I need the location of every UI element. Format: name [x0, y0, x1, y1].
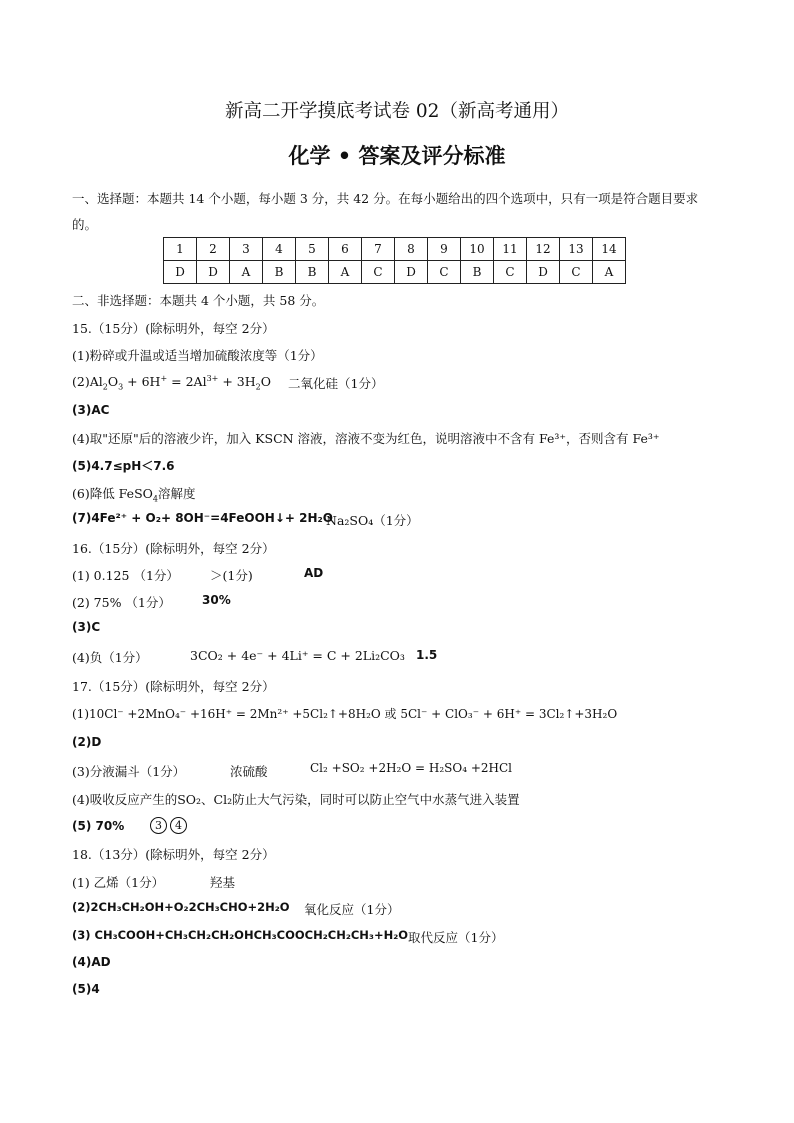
q17-answer-5-value: (5) 70% — [72, 819, 125, 833]
q16-answer-4-equation: 3CO₂ + 4e⁻ + 4Li⁺ = C + 2Li₂CO₃ — [190, 648, 405, 663]
q15-answer-3: (3)AC — [72, 403, 110, 417]
q15-answer-2-label: (2) — [72, 374, 90, 390]
q18-answer-3-type: 取代反应（1分） — [408, 930, 504, 945]
table-cell: D — [164, 261, 197, 284]
q17-answer-3-equation: Cl₂ +SO₂ +2H₂O = H₂SO₄ +2HCl — [310, 761, 513, 775]
table-cell: 3 — [230, 238, 263, 261]
table-cell: 8 — [395, 238, 428, 261]
q16-answer-2-value: (2) 75% （1分） — [72, 595, 171, 610]
table-cell: 7 — [362, 238, 395, 261]
q15-answer-7-equation: (7)4Fe²⁺ + O₂+ 8OH⁻=4FeOOH↓+ 2H₂O — [72, 511, 333, 525]
q15-answer-2 — [72, 374, 271, 392]
circled-option: 4 — [170, 817, 187, 834]
q17-answer-1: (1)10Cl⁻ +2MnO₄⁻ +16H⁺ = 2Mn²⁺ +5Cl₂↑+8H₂O 或 5Cl⁻ + ClO₃⁻ + 6H⁺ = 3Cl₂↑+3H₂O — [72, 707, 618, 721]
table-cell: C — [428, 261, 461, 284]
table-cell: 10 — [461, 238, 494, 261]
table-cell: D — [527, 261, 560, 284]
q15-answer-7-extra: Na₂SO₄（1分） — [326, 513, 419, 528]
table-cell: A — [329, 261, 362, 284]
q17-answer-4: (4)吸收反应产生的SO₂、Cl₂防止大气污染，同时可以防止空气中水蒸气进入装置 — [72, 792, 520, 807]
q18-answer-3-equation: (3) CH₃COOH+CH₃CH₂CH₂OHCH₃COOCH₂CH₂CH₃+H₂O — [72, 928, 409, 942]
table-cell: 4 — [263, 238, 296, 261]
section1-intro: 一、选择题：本题共 14 个小题，每小题 3 分，共 42 分。在每小题给出的四个选项中，只有一项是符合题目要求的。 — [72, 191, 699, 232]
q18-answer-2-type: 氧化反应（1分） — [304, 902, 400, 917]
table-cell: 12 — [527, 238, 560, 261]
q16-answer-1-choice: AD — [304, 566, 324, 580]
table-cell: C — [494, 261, 527, 284]
table-cell: 11 — [494, 238, 527, 261]
q15-answer-5: (5)4.7≤pH＜7.6 — [72, 459, 175, 473]
q16-answer-2-percent: 30% — [202, 593, 231, 607]
q15-heading: 15.（15分）(除标明外，每空 2分） — [72, 321, 275, 336]
q16-answer-1-value: (1) 0.125 （1分） — [72, 568, 179, 583]
q15-answer-4: (4)取"还原"后的溶液少许，加入 KSCN 溶液，溶液不变为红色，说明溶液中不含有 Fe³⁺，否则含有 Fe³⁺ — [72, 431, 660, 446]
table-cell: A — [593, 261, 626, 284]
q15-answer-1: (1)粉碎或升温或适当增加硫酸浓度等（1分） — [72, 348, 323, 363]
table-cell: B — [296, 261, 329, 284]
q15-answer-6: (6)降低 FeSO$_4$溶解度 — [72, 486, 196, 504]
q17-answer-3-reagent: 浓硫酸 — [230, 764, 268, 779]
table-cell: 1 — [164, 238, 197, 261]
answer-table — [163, 237, 626, 284]
q17-answer-5-options — [150, 817, 190, 834]
q15-answer-6-post: 溶解度 — [157, 486, 196, 501]
q16-answer-3: (3)C — [72, 620, 101, 634]
q17-heading: 17.（15分）(除标明外，每空 2分） — [72, 679, 275, 694]
answer-table-answer-row — [164, 261, 626, 284]
q17-answer-3-value: (3)分液漏斗（1分） — [72, 764, 186, 779]
q16-answer-1-compare: ＞(1分) — [210, 568, 253, 583]
q18-answer-4: (4)AD — [72, 955, 111, 969]
q16-answer-4-value: (4)负（1分） — [72, 650, 148, 665]
table-cell: B — [461, 261, 494, 284]
q17-answer-2: (2)D — [72, 735, 102, 749]
table-cell: D — [197, 261, 230, 284]
table-cell: 9 — [428, 238, 461, 261]
circled-option: 3 — [150, 817, 167, 834]
table-cell: C — [560, 261, 593, 284]
page-title: 新高二开学摸底考试卷 02（新高考通用） — [225, 101, 569, 122]
page-subtitle: 化学 • 答案及评分标准 — [288, 144, 506, 168]
q18-answer-1-group: 羟基 — [210, 875, 236, 890]
q18-answer-2-equation: (2)2CH₃CH₂OH+O₂2CH₃CHO+2H₂O — [72, 900, 290, 914]
table-cell: 2 — [197, 238, 230, 261]
q18-answer-5: (5)4 — [72, 982, 100, 996]
table-cell: B — [263, 261, 296, 284]
q16-answer-4-number: 1.5 — [416, 648, 438, 662]
table-cell: 13 — [560, 238, 593, 261]
section2-intro: 二、非选择题：本题共 4 个小题，共 58 分。 — [72, 293, 325, 308]
q16-heading: 16.（15分）(除标明外，每空 2分） — [72, 541, 275, 556]
q15-answer-6-pre: (6)降低 FeSO — [72, 486, 153, 501]
table-cell: D — [395, 261, 428, 284]
table-cell: A — [230, 261, 263, 284]
table-cell: 6 — [329, 238, 362, 261]
table-cell: C — [362, 261, 395, 284]
q15-answer-2-extra: 二氧化硅（1分） — [288, 376, 384, 391]
q18-answer-1-value: (1) 乙烯（1分） — [72, 875, 165, 890]
table-cell: 14 — [593, 238, 626, 261]
table-cell: 5 — [296, 238, 329, 261]
q18-heading: 18.（13分）(除标明外，每空 2分） — [72, 847, 275, 862]
q15-answer-2-equation: $Al_2O_3 + 6H^+ = 2Al^{3+} + 3H_2O$ — [89, 374, 271, 392]
answer-table-number-row — [164, 238, 626, 261]
